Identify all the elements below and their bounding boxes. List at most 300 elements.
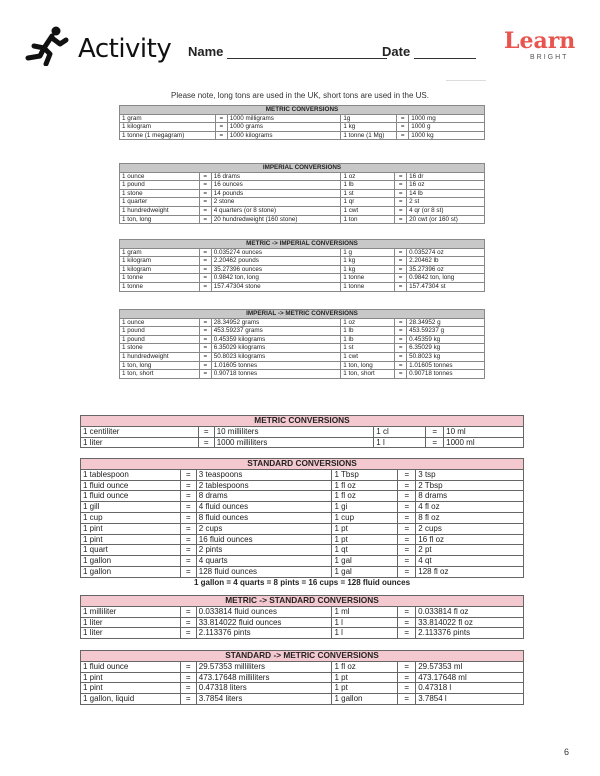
table-cell: 1 pt xyxy=(332,523,398,534)
table-cell: = xyxy=(395,352,407,361)
table-cell: 1 gill xyxy=(81,502,181,513)
table-cell: 1 hundredweight xyxy=(120,352,200,361)
name-line[interactable] xyxy=(227,46,387,59)
table-cell: 10 milliliters xyxy=(214,426,374,437)
table-cell: 1 qr xyxy=(341,198,395,207)
table-cell: 2 pints xyxy=(196,545,332,556)
table-row xyxy=(120,361,485,370)
table-title: METRIC CONVERSIONS xyxy=(81,416,524,427)
table-cell: 1 liter xyxy=(81,617,181,628)
table-cell: 1 qt xyxy=(332,545,398,556)
table-cell: = xyxy=(395,198,407,207)
table-cell: 8 drams xyxy=(416,491,524,502)
table-cell: 20 hundredweight (160 stone) xyxy=(211,215,341,224)
table-cell: 2 pt xyxy=(416,545,524,556)
table-cell: 1000 g xyxy=(409,123,485,132)
table-cell: 1 lb xyxy=(341,335,395,344)
table-cell: 1 gi xyxy=(332,502,398,513)
table-cell: 3.7854 l xyxy=(416,694,524,705)
table-cell: = xyxy=(199,257,211,266)
table-cell: 33.814022 fluid ounces xyxy=(196,617,332,628)
table-cell: = xyxy=(398,628,416,639)
table-cell: 1 tonne xyxy=(341,274,395,283)
table-cell: 2 stone xyxy=(211,198,341,207)
table-cell: 1 gal xyxy=(332,556,398,567)
table-row xyxy=(120,215,485,224)
name-field[interactable] xyxy=(188,44,387,59)
table-row xyxy=(120,206,485,215)
table-cell: 4 quarters (or 8 stone) xyxy=(211,206,341,215)
table-cell: = xyxy=(395,189,407,198)
table-cell: 1 pint xyxy=(81,523,181,534)
table-row xyxy=(81,606,524,617)
table-cell: 1 ton, long xyxy=(341,361,395,370)
table-cell: = xyxy=(398,491,416,502)
table-cell: 1 tablespoon xyxy=(81,469,181,480)
table-cell: 2 tablespoons xyxy=(196,480,332,491)
table-cell: 2.113376 pints xyxy=(416,628,524,639)
table-cell: = xyxy=(199,198,211,207)
table-cell: 1 kg xyxy=(341,123,397,132)
table-cell: 1 kg xyxy=(341,265,395,274)
table-cell: = xyxy=(395,274,407,283)
table-row xyxy=(81,523,524,534)
table-cell: 4 qt xyxy=(416,556,524,567)
table-cell: = xyxy=(199,189,211,198)
grey-table-1 xyxy=(119,163,485,224)
table-cell: 1.01605 tonnes xyxy=(211,361,341,370)
table-cell: 16 oz xyxy=(407,181,485,190)
table-cell: = xyxy=(199,265,211,274)
table-cell: 10 ml xyxy=(444,426,524,437)
table-cell: = xyxy=(398,545,416,556)
table-cell: 0.035274 oz xyxy=(407,248,485,257)
table-cell: = xyxy=(199,344,211,353)
table-row xyxy=(81,534,524,545)
table-cell: 16 fl oz xyxy=(416,534,524,545)
table-row xyxy=(120,189,485,198)
table-cell: = xyxy=(199,361,211,370)
table-cell: 1000 milliliters xyxy=(214,437,374,448)
table-title: METRIC CONVERSIONS xyxy=(120,106,485,115)
table-cell: 6.35029 kilograms xyxy=(211,344,341,353)
table-cell: 128 fl oz xyxy=(416,566,524,577)
table-cell: 0.033814 fl oz xyxy=(416,606,524,617)
table-cell: 1 fl oz xyxy=(332,491,398,502)
table-cell: = xyxy=(199,248,211,257)
table-cell: 1 tonne (1 Mg) xyxy=(341,131,397,140)
table-row xyxy=(120,181,485,190)
table-cell: 0.033814 fluid ounces xyxy=(196,606,332,617)
table-cell: = xyxy=(398,480,416,491)
table-cell: 157.47304 st xyxy=(407,282,485,291)
table-cell: 1 fluid ounce xyxy=(81,480,181,491)
table-cell: = xyxy=(215,123,227,132)
table-cell: 1 kilogram xyxy=(120,265,200,274)
table-cell: = xyxy=(199,274,211,283)
table-cell: 28.34952 grams xyxy=(211,318,341,327)
table-cell: 8 fluid ounces xyxy=(196,512,332,523)
table-cell: 1 hundredweight xyxy=(120,206,200,215)
table-row xyxy=(120,274,485,283)
table-cell: = xyxy=(398,606,416,617)
table-cell: 1 lb xyxy=(341,327,395,336)
table-cell: 128 fluid ounces xyxy=(196,566,332,577)
table-cell: 4 fluid ounces xyxy=(196,502,332,513)
table-cell: = xyxy=(426,437,444,448)
table-cell: 6.35029 kg xyxy=(407,344,485,353)
grey-table-3 xyxy=(119,309,485,379)
table-cell: = xyxy=(398,683,416,694)
table-row xyxy=(120,198,485,207)
table-cell: 1 liter xyxy=(81,628,181,639)
table-cell: 0.90718 tonnes xyxy=(407,370,485,379)
table-cell: 2 Tbsp xyxy=(416,480,524,491)
table-cell: 1000 grams xyxy=(227,123,341,132)
table-row xyxy=(120,344,485,353)
table-cell: = xyxy=(180,672,196,683)
table-cell: 16 fluid ounces xyxy=(196,534,332,545)
table-cell: 1 tonne xyxy=(341,282,395,291)
table-cell: = xyxy=(180,523,196,534)
learn-bright-logo xyxy=(504,28,582,72)
table-cell: = xyxy=(398,694,416,705)
table-cell: 1 pound xyxy=(120,181,200,190)
table-row xyxy=(120,248,485,257)
table-cell: = xyxy=(199,206,211,215)
table-cell: 1 pint xyxy=(81,672,181,683)
table-cell: = xyxy=(180,512,196,523)
tons-note: Please note, long tons are used in the UK, short tons are used in the US. xyxy=(171,91,429,100)
table-cell: 0.90718 tonnes xyxy=(211,370,341,379)
table-cell: 35.27396 ounces xyxy=(211,265,341,274)
table-cell: = xyxy=(199,370,211,379)
table-cell: = xyxy=(199,327,211,336)
table-cell: 1 ton, long xyxy=(120,215,200,224)
pink-table-1 xyxy=(80,458,524,588)
table-cell: 1 tonne (1 megagram) xyxy=(120,131,216,140)
page-number: 6 xyxy=(564,747,570,757)
table-row xyxy=(81,683,524,694)
table-cell: 1 kg xyxy=(341,257,395,266)
table-cell: 1 l xyxy=(332,628,398,639)
table-cell: = xyxy=(397,114,409,123)
table-cell: 2 st xyxy=(407,198,485,207)
logo-bright-text: BRIGHT xyxy=(530,54,569,61)
table-cell: 8 fl oz xyxy=(416,512,524,523)
table-cell: 0.45359 kg xyxy=(407,335,485,344)
table-cell: = xyxy=(395,361,407,370)
table-cell: = xyxy=(397,123,409,132)
table-cell: 0.47318 liters xyxy=(196,683,332,694)
table-cell: 1 gallon xyxy=(81,556,181,567)
table-cell: 0.47318 l xyxy=(416,683,524,694)
table-title: METRIC -> STANDARD CONVERSIONS xyxy=(81,596,524,607)
table-cell: = xyxy=(398,672,416,683)
table-cell: 1 liter xyxy=(81,437,199,448)
table-cell: = xyxy=(180,606,196,617)
table-row xyxy=(81,480,524,491)
date-line[interactable] xyxy=(414,46,476,59)
table-cell: = xyxy=(199,181,211,190)
table-cell: 1 oz xyxy=(341,318,395,327)
table-row xyxy=(81,512,524,523)
table-cell: 2.20462 lb xyxy=(407,257,485,266)
table-cell: 453.59237 grams xyxy=(211,327,341,336)
table-cell: = xyxy=(180,661,196,672)
table-row xyxy=(81,502,524,513)
table-cell: 33.814022 fl oz xyxy=(416,617,524,628)
table-cell: = xyxy=(395,335,407,344)
table-cell: = xyxy=(398,566,416,577)
table-cell: 1 pt xyxy=(332,683,398,694)
table-row xyxy=(120,327,485,336)
table-cell: 16 ounces xyxy=(211,181,341,190)
table-row xyxy=(81,628,524,639)
table-cell: 1 l xyxy=(374,437,426,448)
table-cell: 0.9842 ton, long xyxy=(407,274,485,283)
table-cell: 1000 kg xyxy=(409,131,485,140)
table-cell: 1 cwt xyxy=(341,352,395,361)
table-cell: 473.17648 milliliters xyxy=(196,672,332,683)
table-cell: 2 cups xyxy=(196,523,332,534)
pink-table-0 xyxy=(80,415,524,448)
grey-table-2 xyxy=(119,239,485,292)
table-row xyxy=(81,469,524,480)
table-cell: 1 cwt xyxy=(341,206,395,215)
table-cell: 1 pint xyxy=(81,683,181,694)
table-cell: 1 tonne xyxy=(120,282,200,291)
activity-title: Activity xyxy=(78,34,172,64)
table-cell: = xyxy=(180,502,196,513)
table-cell: 2.20462 pounds xyxy=(211,257,341,266)
table-cell: 1 kilogram xyxy=(120,123,216,132)
table-cell: 1 kilogram xyxy=(120,257,200,266)
logo-learn-text: Learn xyxy=(504,28,576,54)
table-cell: 1 l xyxy=(332,617,398,628)
table-row xyxy=(81,426,524,437)
table-cell: 1000 mg xyxy=(409,114,485,123)
table-cell: 1000 ml xyxy=(444,437,524,448)
table-cell: 50.8023 kg xyxy=(407,352,485,361)
table-cell: 1 ton, short xyxy=(341,370,395,379)
table-cell: 35.27396 oz xyxy=(407,265,485,274)
table-cell: 1 pint xyxy=(81,534,181,545)
table-cell: = xyxy=(395,344,407,353)
table-cell: = xyxy=(180,694,196,705)
table-cell: 453.59237 g xyxy=(407,327,485,336)
table-row xyxy=(120,172,485,181)
table-cell: 1 pt xyxy=(332,672,398,683)
table-cell: = xyxy=(199,318,211,327)
table-cell: 3 teaspoons xyxy=(196,469,332,480)
table-row xyxy=(120,282,485,291)
table-cell: = xyxy=(395,172,407,181)
table-row xyxy=(81,556,524,567)
table-cell: 4 qr (or 8 st) xyxy=(407,206,485,215)
table-cell: = xyxy=(180,480,196,491)
table-cell: 8 drams xyxy=(196,491,332,502)
divider xyxy=(446,80,486,81)
table-cell: 1.01605 tonnes xyxy=(407,361,485,370)
table-cell: = xyxy=(398,502,416,513)
running-person-icon xyxy=(22,26,70,66)
date-label: Date xyxy=(382,44,411,59)
table-cell: 1 gram xyxy=(120,114,216,123)
table-row xyxy=(81,661,524,672)
table-cell: = xyxy=(395,282,407,291)
table-cell: 1 milliliter xyxy=(81,606,181,617)
table-cell: = xyxy=(398,617,416,628)
table-cell: = xyxy=(199,335,211,344)
table-cell: 1 pt xyxy=(332,534,398,545)
table-cell: 1 Tbsp xyxy=(332,469,398,480)
table-cell: 2.113376 pints xyxy=(196,628,332,639)
table-cell: = xyxy=(395,327,407,336)
table-row xyxy=(120,265,485,274)
pink-table-3 xyxy=(80,650,524,705)
table-cell: 1 cl xyxy=(374,426,426,437)
table-cell: 1 ton, long xyxy=(120,361,200,370)
table-cell: 1 gram xyxy=(120,248,200,257)
table-cell: 1 ton xyxy=(341,215,395,224)
table-cell: 1 st xyxy=(341,189,395,198)
table-row xyxy=(120,335,485,344)
table-cell: = xyxy=(395,257,407,266)
table-cell: = xyxy=(395,206,407,215)
table-cell: 0.45359 kilograms xyxy=(211,335,341,344)
table-cell: 1 ml xyxy=(332,606,398,617)
table-cell: = xyxy=(426,426,444,437)
table-cell: = xyxy=(180,617,196,628)
table-row xyxy=(120,257,485,266)
grey-table-0 xyxy=(119,105,485,140)
table-cell: 1 oz xyxy=(341,172,395,181)
table-cell: = xyxy=(398,661,416,672)
table-cell: = xyxy=(395,370,407,379)
table-cell: 1 stone xyxy=(120,189,200,198)
table-cell: 1 ounce xyxy=(120,318,200,327)
table-cell: 1 gal xyxy=(332,566,398,577)
table-cell: = xyxy=(180,683,196,694)
date-field[interactable] xyxy=(382,44,476,59)
table-cell: 0.035274 ounces xyxy=(211,248,341,257)
table-cell: = xyxy=(180,566,196,577)
table-cell: 1 fluid ounce xyxy=(81,661,181,672)
table-cell: = xyxy=(395,318,407,327)
gallon-summary: 1 gallon = 4 quarts = 8 pints = 16 cups = 128 fluid ounces xyxy=(193,577,411,587)
table-title: STANDARD -> METRIC CONVERSIONS xyxy=(81,651,524,662)
table-cell: 28.34952 g xyxy=(407,318,485,327)
table-cell: = xyxy=(398,469,416,480)
table-cell: 157.47304 stone xyxy=(211,282,341,291)
table-cell: 4 fl oz xyxy=(416,502,524,513)
table-cell: 16 dr xyxy=(407,172,485,181)
table-cell: 1 quarter xyxy=(120,198,200,207)
name-label: Name xyxy=(188,44,224,59)
table-cell: 1 cup xyxy=(332,512,398,523)
table-cell: = xyxy=(215,114,227,123)
table-cell: 1 gallon xyxy=(332,694,398,705)
table-cell: 3 tsp xyxy=(416,469,524,480)
table-cell: 3.7854 liters xyxy=(196,694,332,705)
table-cell: 473.17648 ml xyxy=(416,672,524,683)
table-cell: 1 fluid ounce xyxy=(81,491,181,502)
table-cell: 4 quarts xyxy=(196,556,332,567)
table-cell: 1 tonne xyxy=(120,274,200,283)
table-cell: = xyxy=(198,437,214,448)
table-row xyxy=(81,545,524,556)
table-cell: 1 fl oz xyxy=(332,480,398,491)
table-cell: = xyxy=(397,131,409,140)
table-cell: 1 ton, short xyxy=(120,370,200,379)
table-cell: 1 gallon xyxy=(81,566,181,577)
table-cell: 16 drams xyxy=(211,172,341,181)
table-cell: = xyxy=(180,556,196,567)
table-cell: 20 cwt (or 160 st) xyxy=(407,215,485,224)
table-cell: = xyxy=(180,469,196,480)
table-cell: = xyxy=(398,556,416,567)
table-cell: = xyxy=(199,352,211,361)
table-cell: = xyxy=(398,523,416,534)
table-cell: = xyxy=(180,628,196,639)
table-title: STANDARD CONVERSIONS xyxy=(81,459,524,470)
table-row xyxy=(81,566,524,577)
table-row xyxy=(120,114,485,123)
table-cell: 1 quart xyxy=(81,545,181,556)
table-cell: = xyxy=(395,265,407,274)
table-cell: 1 fl oz xyxy=(332,661,398,672)
table-cell: 50.8023 kilograms xyxy=(211,352,341,361)
table-cell: 14 lb xyxy=(407,189,485,198)
pink-table-2 xyxy=(80,595,524,639)
table-title: METRIC -> IMPERIAL CONVERSIONS xyxy=(120,240,485,249)
table-cell: 1g xyxy=(341,114,397,123)
table-cell: 1 st xyxy=(341,344,395,353)
table-row xyxy=(120,370,485,379)
table-cell: = xyxy=(198,426,214,437)
worksheet-header xyxy=(22,26,582,76)
table-title: IMPERIAL CONVERSIONS xyxy=(120,164,485,173)
table-row xyxy=(81,672,524,683)
table-row xyxy=(120,123,485,132)
table-cell: 29.57353 milliliters xyxy=(196,661,332,672)
table-title: IMPERIAL -> METRIC CONVERSIONS xyxy=(120,310,485,319)
table-cell: 1000 kilograms xyxy=(227,131,341,140)
table-cell: = xyxy=(199,172,211,181)
table-cell: 0.9842 ton, long xyxy=(211,274,341,283)
table-row xyxy=(81,694,524,705)
table-cell: 1 lb xyxy=(341,181,395,190)
table-cell: = xyxy=(180,545,196,556)
table-cell: 29.57353 ml xyxy=(416,661,524,672)
table-row xyxy=(81,437,524,448)
table-cell: 14 pounds xyxy=(211,189,341,198)
table-row xyxy=(81,617,524,628)
table-cell: = xyxy=(398,512,416,523)
table-row xyxy=(120,352,485,361)
table-row xyxy=(120,318,485,327)
table-row xyxy=(81,491,524,502)
table-cell: = xyxy=(395,248,407,257)
table-cell: = xyxy=(398,534,416,545)
table-cell: 1 pound xyxy=(120,335,200,344)
table-cell: = xyxy=(395,181,407,190)
table-cell: 1 ounce xyxy=(120,172,200,181)
table-cell: = xyxy=(199,282,211,291)
table-cell: 1 pound xyxy=(120,327,200,336)
table-cell: 1 g xyxy=(341,248,395,257)
